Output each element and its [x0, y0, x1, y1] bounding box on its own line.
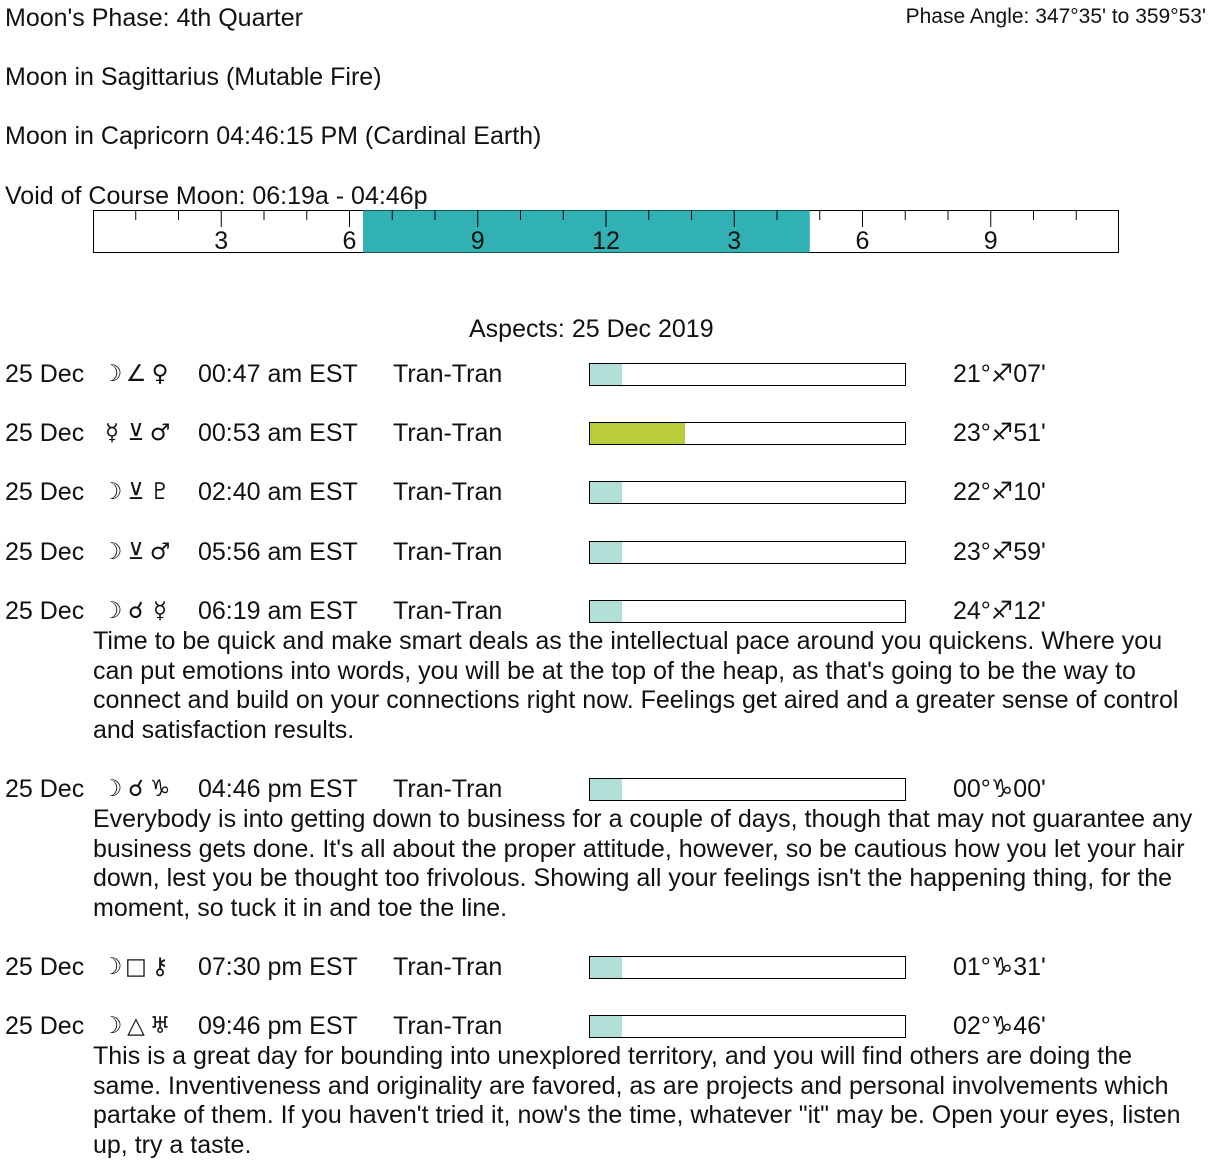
planet-glyph-icon: ☽: [101, 361, 123, 387]
aspect-strength-fill: [590, 542, 622, 563]
aspect-description: This is a great day for bounding into unexplored territory, and you will find others are doing the same. Inventiveness and originality are favored, as are projects and personal involvements which partake of them. If you haven't tried it, now's the time, whatever "it" may be. Open your eyes, listen up, try a taste.: [93, 1042, 1181, 1159]
aspect-description: Time to be quick and make smart deals as the intellectual pace around you quickens. Where you can put emotions into words, you will be at the top of the heap, as that's going to be the way to connect and build on your connections right now. Feelings get aired and a greater sense of control and satisfaction results.: [93, 627, 1179, 744]
aspect-date: 25 Dec: [5, 478, 85, 506]
aspect-row: [0, 1011, 1222, 1043]
aspect-glyph-icon: ⊻: [127, 420, 145, 446]
timeline-hour-label: 3: [214, 227, 229, 253]
aspect-strength-bar: [589, 481, 906, 504]
aspect-time: 04:46 pm EST: [198, 775, 358, 803]
timeline-hour-label: 6: [342, 227, 357, 253]
aspect-glyphs: [100, 477, 172, 507]
planet-glyph-icon: ♀: [151, 361, 169, 387]
planet-glyph-icon: ☽: [101, 1013, 123, 1039]
aspect-row: [0, 418, 1222, 450]
aspect-glyphs: [100, 774, 172, 804]
aspect-kind: Tran-Tran: [393, 1012, 503, 1040]
aspect-strength-fill: [590, 957, 622, 978]
planet-glyph-icon: ☽: [101, 776, 123, 802]
timeline-hour-label: 9: [983, 227, 998, 253]
aspect-glyphs: [100, 596, 172, 626]
aspect-position: 01°♑31': [953, 953, 1046, 981]
planet-glyph-icon: ☽: [101, 954, 123, 980]
aspects-title: Aspects: 25 Dec 2019: [469, 315, 714, 343]
aspect-row: [0, 359, 1222, 391]
timeline-hour-label: 12: [592, 227, 620, 253]
aspect-strength-bar: [589, 363, 906, 386]
aspect-time: 05:56 am EST: [198, 538, 358, 566]
aspect-glyph-icon: ⊻: [127, 539, 145, 565]
moon-phase: Moon's Phase: 4th Quarter: [5, 4, 303, 32]
aspect-glyph-icon: ∠: [125, 361, 147, 387]
aspect-position: 00°♑00': [953, 775, 1046, 803]
aspect-time: 02:40 am EST: [198, 478, 358, 506]
aspect-kind: Tran-Tran: [393, 775, 503, 803]
aspect-position: 23°♐51': [953, 419, 1046, 447]
aspect-position: 24°♐12': [953, 597, 1046, 625]
aspect-position: 22°♐10': [953, 478, 1046, 506]
void-period-band: [363, 211, 810, 253]
timeline-hour-label: 9: [470, 227, 485, 253]
aspect-kind: Tran-Tran: [393, 478, 503, 506]
planet-glyph-icon: ♑: [149, 776, 171, 802]
aspect-kind: Tran-Tran: [393, 597, 503, 625]
aspect-row: [0, 596, 1222, 628]
aspect-glyph-icon: □: [125, 954, 147, 980]
aspect-row: [0, 952, 1222, 984]
aspect-date: 25 Dec: [5, 360, 85, 388]
planet-glyph-icon: ☽: [101, 479, 123, 505]
aspect-glyphs: [100, 359, 172, 389]
aspect-description: Everybody is into getting down to business for a couple of days, though that may not guarantee any business gets done. It's all about the proper attitude, however, so be cautious how you let your hair down, lest you be thought too frivolous. Showing all your feelings isn't the happening thing, for the moment, so tuck it in and toe the line.: [93, 805, 1193, 922]
aspect-glyphs: [100, 418, 172, 448]
planet-glyph-icon: ♂: [149, 420, 171, 446]
aspect-strength-fill: [590, 601, 622, 622]
moon-sign-ingress: Moon in Capricorn 04:46:15 PM (Cardinal Earth): [5, 122, 542, 150]
aspect-strength-bar: [589, 541, 906, 564]
planet-glyph-icon: ♇: [149, 479, 171, 505]
aspect-strength-fill: [590, 779, 622, 800]
aspect-date: 25 Dec: [5, 775, 85, 803]
aspect-time: 06:19 am EST: [198, 597, 358, 625]
aspect-glyph-icon: △: [127, 1013, 145, 1039]
aspect-row: [0, 477, 1222, 509]
planet-glyph-icon: ⚷: [151, 954, 169, 980]
aspect-glyphs: [100, 1011, 172, 1041]
planet-glyph-icon: ☿: [104, 420, 120, 446]
aspect-date: 25 Dec: [5, 538, 85, 566]
aspect-position: 23°♐59': [953, 538, 1046, 566]
void-of-course: Void of Course Moon: 06:19a - 04:46p: [5, 182, 428, 210]
aspect-strength-bar: [589, 956, 906, 979]
aspect-strength-fill: [590, 482, 622, 503]
planet-glyph-icon: ☽: [101, 598, 123, 624]
aspect-time: 00:47 am EST: [198, 360, 358, 388]
timeline-hour-label: 3: [727, 227, 742, 253]
aspect-strength-fill: [590, 1016, 622, 1037]
phase-angle: Phase Angle: 347°35' to 359°53': [905, 5, 1206, 28]
aspect-glyph-icon: ☌: [128, 776, 144, 802]
aspect-strength-fill: [590, 364, 622, 385]
aspect-glyphs: [100, 952, 172, 982]
planet-glyph-icon: ☿: [152, 598, 168, 624]
planet-glyph-icon: ♂: [149, 539, 171, 565]
aspect-strength-fill: [590, 423, 685, 444]
aspect-strength-bar: [589, 778, 906, 801]
aspect-glyph-icon: ☌: [128, 598, 144, 624]
planet-glyph-icon: ♅: [149, 1013, 171, 1039]
aspect-date: 25 Dec: [5, 419, 85, 447]
planet-glyph-icon: ☽: [101, 539, 123, 565]
aspect-position: 02°♑46': [953, 1012, 1046, 1040]
aspect-time: 00:53 am EST: [198, 419, 358, 447]
timeline-hour-label: 6: [855, 227, 870, 253]
aspect-row: [0, 774, 1222, 806]
aspect-date: 25 Dec: [5, 1012, 85, 1040]
aspect-time: 09:46 pm EST: [198, 1012, 358, 1040]
aspect-kind: Tran-Tran: [393, 538, 503, 566]
aspect-glyphs: [100, 537, 172, 567]
aspect-strength-bar: [589, 422, 906, 445]
aspect-date: 25 Dec: [5, 597, 85, 625]
aspect-strength-bar: [589, 1015, 906, 1038]
aspect-kind: Tran-Tran: [393, 953, 503, 981]
aspect-time: 07:30 pm EST: [198, 953, 358, 981]
aspect-date: 25 Dec: [5, 953, 85, 981]
aspect-kind: Tran-Tran: [393, 360, 503, 388]
aspect-position: 21°♐07': [953, 360, 1046, 388]
aspect-kind: Tran-Tran: [393, 419, 503, 447]
aspect-glyph-icon: ⊻: [127, 479, 145, 505]
aspect-strength-bar: [589, 600, 906, 623]
aspect-row: [0, 537, 1222, 569]
moon-sign-current: Moon in Sagittarius (Mutable Fire): [5, 63, 382, 91]
void-of-course-timeline: [93, 210, 1119, 253]
